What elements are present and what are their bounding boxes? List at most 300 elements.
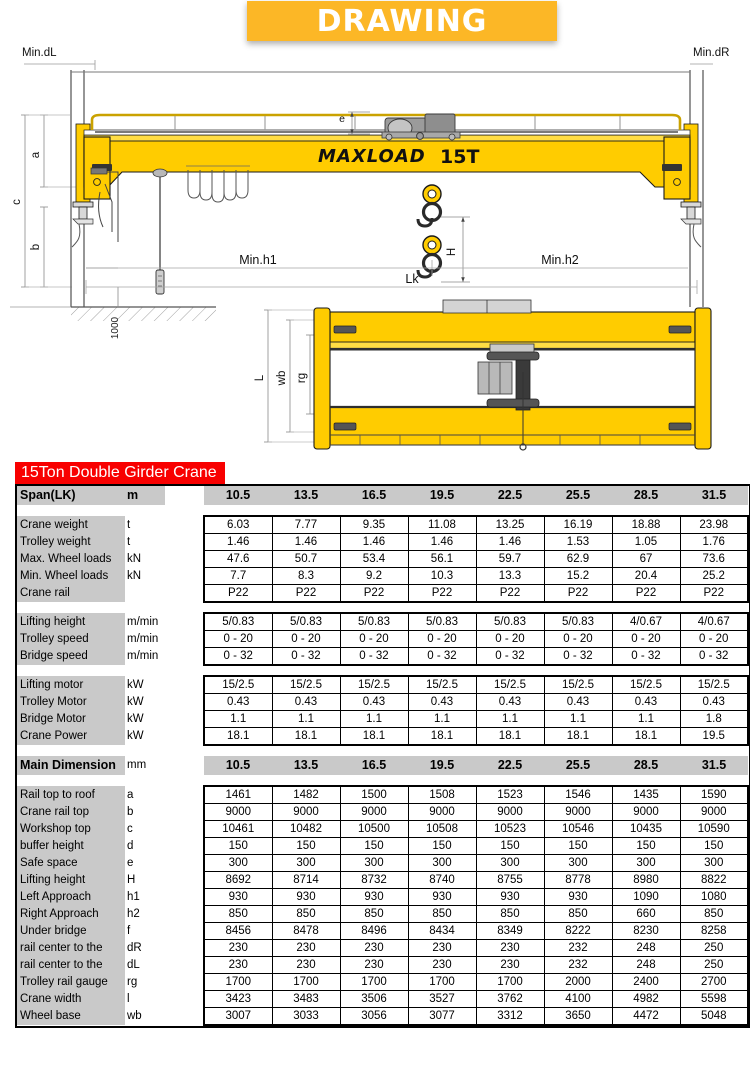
cell: 0 - 20 [544, 631, 612, 648]
label-min-h2: Min.h2 [541, 253, 579, 267]
festoon-cables [188, 170, 248, 202]
row-unit: a [125, 786, 165, 804]
row-label: Trolley weight [17, 534, 125, 551]
cell: 25.2 [680, 568, 748, 585]
row-unit: t [125, 516, 165, 534]
table-row [17, 648, 748, 666]
row-unit: d [125, 838, 165, 855]
span-header-0: 10.5 [204, 756, 272, 775]
cell: 18.1 [476, 728, 544, 746]
row-unit: m/min [125, 613, 165, 631]
cell: 1461 [204, 786, 272, 804]
cell: 230 [476, 940, 544, 957]
cell: 10461 [204, 821, 272, 838]
header-label: Span(LK) [17, 486, 125, 505]
cell: 18.1 [544, 728, 612, 746]
cell: 8714 [272, 872, 340, 889]
row-label: Right Approach [17, 906, 125, 923]
cell: P22 [544, 585, 612, 603]
cell: 4/0.67 [612, 613, 680, 631]
cell: 8732 [340, 872, 408, 889]
plan-girder-top [330, 312, 695, 344]
cell: 930 [340, 889, 408, 906]
cell: 0.43 [408, 694, 476, 711]
cell: 3077 [408, 1008, 476, 1026]
cell: 1700 [340, 974, 408, 991]
cell: 300 [476, 855, 544, 872]
cell: 0 - 32 [408, 648, 476, 666]
span-header-5: 25.5 [544, 756, 612, 775]
row-unit: t [125, 534, 165, 551]
cell: 20.4 [612, 568, 680, 585]
cell: P22 [680, 585, 748, 603]
cell: 50.7 [272, 551, 340, 568]
cell: 8778 [544, 872, 612, 889]
cell: 230 [272, 957, 340, 974]
table-row [17, 613, 748, 631]
technical-drawing [0, 42, 750, 460]
span-header-1: 13.5 [272, 486, 340, 505]
cell: 10546 [544, 821, 612, 838]
cell: 2700 [680, 974, 748, 991]
row-label: Lifting height [17, 613, 125, 631]
cell: 0.43 [680, 694, 748, 711]
cell: 150 [408, 838, 476, 855]
cell: 230 [340, 957, 408, 974]
cell: 250 [680, 957, 748, 974]
table-row [17, 585, 748, 603]
cell: 3312 [476, 1008, 544, 1026]
cell: P22 [612, 585, 680, 603]
span-header-3: 19.5 [408, 756, 476, 775]
cell: 0.43 [612, 694, 680, 711]
cell: 230 [204, 957, 272, 974]
cell: 1080 [680, 889, 748, 906]
cell: 1590 [680, 786, 748, 804]
cell: 230 [476, 957, 544, 974]
cell: 930 [408, 889, 476, 906]
header-label: Main Dimension [17, 756, 125, 775]
page-banner [0, 0, 750, 42]
cell: 0 - 32 [272, 648, 340, 666]
cell: 4982 [612, 991, 680, 1008]
cell: 8822 [680, 872, 748, 889]
cell: 15/2.5 [340, 676, 408, 694]
row-unit [125, 585, 165, 603]
cell: 0 - 20 [340, 631, 408, 648]
cell: 8496 [340, 923, 408, 940]
cell: 1.1 [272, 711, 340, 728]
span-header-4: 22.5 [476, 756, 544, 775]
cell: 300 [544, 855, 612, 872]
row-unit: h1 [125, 889, 165, 906]
cell: 9.2 [340, 568, 408, 585]
table-row [17, 923, 748, 940]
span-header-4: 22.5 [476, 486, 544, 505]
table-spacer [17, 775, 748, 786]
row-label: Min. Wheel loads [17, 568, 125, 585]
cell: 15/2.5 [272, 676, 340, 694]
cell: 0 - 32 [340, 648, 408, 666]
row-label: rail center to the [17, 940, 125, 957]
cell: 15/2.5 [544, 676, 612, 694]
cell: 18.1 [272, 728, 340, 746]
cell: 850 [408, 906, 476, 923]
cell: 3007 [204, 1008, 272, 1026]
cell: 300 [408, 855, 476, 872]
cell: 15/2.5 [476, 676, 544, 694]
cell: 8222 [544, 923, 612, 940]
cell: 67 [612, 551, 680, 568]
cell: P22 [272, 585, 340, 603]
cell: 850 [476, 906, 544, 923]
cell: 850 [340, 906, 408, 923]
span-header-1: 13.5 [272, 756, 340, 775]
cell: 19.5 [680, 728, 748, 746]
table-spacer [17, 505, 748, 516]
hook-block-lower [418, 236, 441, 277]
cell: 0.43 [340, 694, 408, 711]
cell: 18.1 [408, 728, 476, 746]
cell: 930 [476, 889, 544, 906]
cell: 1.1 [204, 711, 272, 728]
cell: 13.3 [476, 568, 544, 585]
cell: 0 - 32 [680, 648, 748, 666]
cell: 10590 [680, 821, 748, 838]
cell: 3762 [476, 991, 544, 1008]
cell: 8434 [408, 923, 476, 940]
cell: 5/0.83 [272, 613, 340, 631]
cell: 250 [680, 940, 748, 957]
cell: 0 - 32 [544, 648, 612, 666]
row-label: Crane Power [17, 728, 125, 746]
cell: 6.03 [204, 516, 272, 534]
cell: 9000 [476, 804, 544, 821]
cell: 850 [272, 906, 340, 923]
table-row [17, 821, 748, 838]
cell: 1090 [612, 889, 680, 906]
table-row [17, 838, 748, 855]
cell: 850 [204, 906, 272, 923]
cell: 1.46 [272, 534, 340, 551]
label-ground-1000: 1000 [110, 316, 121, 340]
table-row [17, 786, 748, 804]
label-Lk: Lk [405, 272, 419, 286]
cell: 9000 [340, 804, 408, 821]
cell: 0 - 20 [680, 631, 748, 648]
label-b: b [30, 243, 42, 251]
cell: 9000 [204, 804, 272, 821]
row-unit: c [125, 821, 165, 838]
table-title: 15Ton Double Girder Crane [15, 462, 225, 484]
cell: 4472 [612, 1008, 680, 1026]
cell: 1.46 [476, 534, 544, 551]
row-unit: e [125, 855, 165, 872]
cell: 8349 [476, 923, 544, 940]
row-label: Workshop top [17, 821, 125, 838]
span-header-6: 28.5 [612, 486, 680, 505]
cell: 3483 [272, 991, 340, 1008]
cell: 15/2.5 [204, 676, 272, 694]
cell: 150 [204, 838, 272, 855]
cell: 56.1 [408, 551, 476, 568]
cell: 4100 [544, 991, 612, 1008]
table-row [17, 940, 748, 957]
cell: 1546 [544, 786, 612, 804]
row-label: Lifting motor [17, 676, 125, 694]
cell: 248 [612, 957, 680, 974]
cell: 18.1 [340, 728, 408, 746]
cell: 230 [408, 940, 476, 957]
row-label: Bridge speed [17, 648, 125, 666]
label-wb: wb [276, 370, 288, 386]
cell: 300 [680, 855, 748, 872]
cell: 1.8 [680, 711, 748, 728]
cell: 10.3 [408, 568, 476, 585]
cell: 8980 [612, 872, 680, 889]
row-label: buffer height [17, 838, 125, 855]
row-label: Crane width [17, 991, 125, 1008]
cell: 0 - 32 [476, 648, 544, 666]
table-header-row [17, 486, 748, 505]
row-unit: b [125, 804, 165, 821]
cell: 9000 [544, 804, 612, 821]
cell: 5/0.83 [408, 613, 476, 631]
cell: 930 [204, 889, 272, 906]
table-row [17, 551, 748, 568]
cell: 7.77 [272, 516, 340, 534]
label-c: c [11, 199, 23, 205]
cell: 73.6 [680, 551, 748, 568]
spec-table-body [17, 486, 748, 1025]
table-row [17, 991, 748, 1008]
cell: 1508 [408, 786, 476, 804]
cell: 1.46 [340, 534, 408, 551]
row-label: Left Approach [17, 889, 125, 906]
banner-box [247, 1, 557, 41]
span-header-7: 31.5 [680, 486, 748, 505]
cell: 1.1 [476, 711, 544, 728]
table-row [17, 516, 748, 534]
cell: 9000 [680, 804, 748, 821]
spec-table-area [0, 462, 750, 1088]
cell: 300 [204, 855, 272, 872]
label-e: e [339, 113, 345, 125]
cell: 1700 [476, 974, 544, 991]
span-header-2: 16.5 [340, 486, 408, 505]
row-unit: kN [125, 568, 165, 585]
label-min-h1: Min.h1 [239, 253, 277, 267]
cell: 3033 [272, 1008, 340, 1026]
cell: 18.1 [612, 728, 680, 746]
cell: 0.43 [544, 694, 612, 711]
banner-title: DRAWING [316, 3, 488, 39]
cell: 15/2.5 [408, 676, 476, 694]
spec-table [17, 486, 749, 1026]
table-row [17, 906, 748, 923]
row-unit: h2 [125, 906, 165, 923]
row-unit: H [125, 872, 165, 889]
cell: P22 [408, 585, 476, 603]
row-label: Crane rail top [17, 804, 125, 821]
cell: 850 [544, 906, 612, 923]
row-label: Rail top to roof [17, 786, 125, 804]
cell: 10500 [340, 821, 408, 838]
cell: 62.9 [544, 551, 612, 568]
table-row [17, 855, 748, 872]
cell: 0.43 [476, 694, 544, 711]
table-spacer [17, 602, 748, 613]
cell: P22 [340, 585, 408, 603]
cell: 1700 [408, 974, 476, 991]
cell: 150 [272, 838, 340, 855]
cell: 0 - 20 [272, 631, 340, 648]
cell: 5048 [680, 1008, 748, 1026]
cell: 8230 [612, 923, 680, 940]
cell: 3423 [204, 991, 272, 1008]
table-frame [15, 484, 750, 1028]
cell: 850 [680, 906, 748, 923]
cell: 8755 [476, 872, 544, 889]
cell: 0 - 20 [408, 631, 476, 648]
header-unit: m [125, 486, 165, 505]
cell: 8740 [408, 872, 476, 889]
row-label: Wheel base [17, 1008, 125, 1026]
cell: 930 [272, 889, 340, 906]
row-label: Crane weight [17, 516, 125, 534]
row-label: rail center to the [17, 957, 125, 974]
cell: 660 [612, 906, 680, 923]
row-label: Crane rail [17, 585, 125, 603]
cell: 15/2.5 [680, 676, 748, 694]
cell: 3650 [544, 1008, 612, 1026]
cell: 5/0.83 [544, 613, 612, 631]
row-unit: f [125, 923, 165, 940]
cell: 150 [612, 838, 680, 855]
header-unit: mm [125, 756, 165, 775]
row-unit: m/min [125, 648, 165, 666]
cell: 0 - 32 [612, 648, 680, 666]
span-header-2: 16.5 [340, 756, 408, 775]
table-row [17, 631, 748, 648]
cell: 9000 [272, 804, 340, 821]
cell: 10508 [408, 821, 476, 838]
label-rg: rg [296, 372, 308, 384]
cell: P22 [204, 585, 272, 603]
cell: 11.08 [408, 516, 476, 534]
row-unit: kW [125, 711, 165, 728]
cell: 9000 [408, 804, 476, 821]
cell: 0 - 32 [204, 648, 272, 666]
row-unit: dR [125, 940, 165, 957]
row-unit: dL [125, 957, 165, 974]
cell: 0 - 20 [204, 631, 272, 648]
table-row [17, 804, 748, 821]
cell: 4/0.67 [680, 613, 748, 631]
cell: 0 - 20 [476, 631, 544, 648]
label-min-dr: Min.dR [693, 47, 730, 59]
cell: 8478 [272, 923, 340, 940]
cell: 1.1 [408, 711, 476, 728]
cell: 0 - 20 [612, 631, 680, 648]
row-label: Trolley rail gauge [17, 974, 125, 991]
row-label: Safe space [17, 855, 125, 872]
cell: 9.35 [340, 516, 408, 534]
cell: 1.46 [408, 534, 476, 551]
table-spacer [17, 665, 748, 676]
cell: 300 [612, 855, 680, 872]
cell: 3056 [340, 1008, 408, 1026]
label-min-dl: Min.dL [22, 47, 57, 59]
cell: 248 [612, 940, 680, 957]
cell: 300 [340, 855, 408, 872]
cell: 1523 [476, 786, 544, 804]
cell: 47.6 [204, 551, 272, 568]
table-row [17, 568, 748, 585]
table-row [17, 872, 748, 889]
cell: 8.3 [272, 568, 340, 585]
cell: 1500 [340, 786, 408, 804]
cell: 3527 [408, 991, 476, 1008]
cell: 1482 [272, 786, 340, 804]
cell: 1.46 [204, 534, 272, 551]
cell: 1.1 [340, 711, 408, 728]
cell: 230 [340, 940, 408, 957]
cell: 0.43 [272, 694, 340, 711]
cell: 1.1 [544, 711, 612, 728]
cell: 10482 [272, 821, 340, 838]
table-row [17, 676, 748, 694]
cell: 150 [476, 838, 544, 855]
cell: 230 [204, 940, 272, 957]
cell: 16.19 [544, 516, 612, 534]
table-spacer [17, 745, 748, 756]
span-header-7: 31.5 [680, 756, 748, 775]
cell: 300 [272, 855, 340, 872]
cell: 2400 [612, 974, 680, 991]
cell: 8258 [680, 923, 748, 940]
cell: 3506 [340, 991, 408, 1008]
pendant-control [153, 169, 167, 294]
table-row [17, 711, 748, 728]
cell: 5598 [680, 991, 748, 1008]
cell: 10523 [476, 821, 544, 838]
cell: 5/0.83 [340, 613, 408, 631]
hook-block-upper [418, 185, 441, 226]
cell: 1700 [272, 974, 340, 991]
row-label: Lifting height [17, 872, 125, 889]
cell: 15.2 [544, 568, 612, 585]
span-header-3: 19.5 [408, 486, 476, 505]
cell: 230 [272, 940, 340, 957]
cell: 150 [680, 838, 748, 855]
cell: 1435 [612, 786, 680, 804]
cell: 53.4 [340, 551, 408, 568]
table-row [17, 1008, 748, 1026]
cell: 1.05 [612, 534, 680, 551]
label-H: H [446, 247, 458, 257]
row-unit: m/min [125, 631, 165, 648]
cell: P22 [476, 585, 544, 603]
cell: 23.98 [680, 516, 748, 534]
row-label: Bridge Motor [17, 711, 125, 728]
cell: 930 [544, 889, 612, 906]
table-row [17, 534, 748, 551]
cell: 8692 [204, 872, 272, 889]
table-header-row [17, 756, 748, 775]
cell: 13.25 [476, 516, 544, 534]
label-L: L [254, 374, 266, 382]
